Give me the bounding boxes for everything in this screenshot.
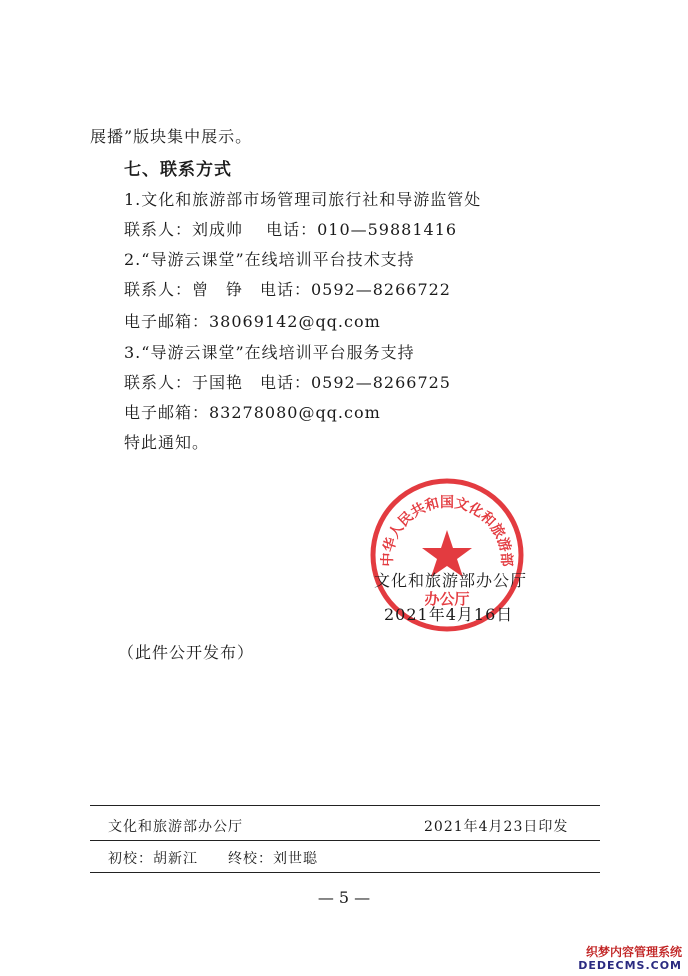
body-line-continuation: 展播”版块集中展示。 <box>90 127 253 146</box>
disclosure-note: （此件公开发布） <box>118 643 255 662</box>
footer-rule-middle <box>90 840 600 841</box>
contact-item-3-email: 电子邮箱：83278080@qq.com <box>124 403 381 422</box>
signature-date: 2021年4月16日 <box>384 605 514 624</box>
contact-item-3-person: 联系人：于国艳 电话：0592—8266725 <box>124 373 451 392</box>
watermark-en-text: DEDECMS.COM <box>578 959 682 972</box>
footer-rule-bottom <box>90 872 600 873</box>
footer-issuer: 文化和旅游部办公厅 <box>108 819 243 835</box>
site-watermark <box>578 945 682 972</box>
contact-item-2-title: 2.“导游云课堂”在线培训平台技术支持 <box>124 250 415 269</box>
signature-org: 文化和旅游部办公厅 <box>374 571 528 590</box>
section-heading-contact: 七、联系方式 <box>124 160 232 180</box>
seal-sub-text: 办公厅 <box>424 590 470 608</box>
contact-item-2-person: 联系人：曾 铮 电话：0592—8266722 <box>124 280 451 299</box>
contact-item-1-person: 联系人：刘成帅 电话：010—59881416 <box>124 220 458 239</box>
page-number: — 5 — <box>317 888 371 907</box>
contact-item-3-title: 3.“导游云课堂”在线培训平台服务支持 <box>124 343 415 362</box>
footer-print-date: 2021年4月23日印发 <box>424 819 569 835</box>
seal-arc-text-path: 中华人民共和国文化和旅游部 <box>379 494 515 567</box>
closing-line: 特此通知。 <box>124 433 210 452</box>
footer-proofreaders: 初校：胡新江 终校：刘世聪 <box>108 851 318 867</box>
contact-item-2-email: 电子邮箱：38069142@qq.com <box>124 312 381 331</box>
watermark-cn-text: 织梦内容管理系统 <box>585 945 682 959</box>
contact-item-1-title: 1.文化和旅游部市场管理司旅行社和导游监管处 <box>124 190 482 209</box>
footer-rule-top <box>90 805 600 806</box>
